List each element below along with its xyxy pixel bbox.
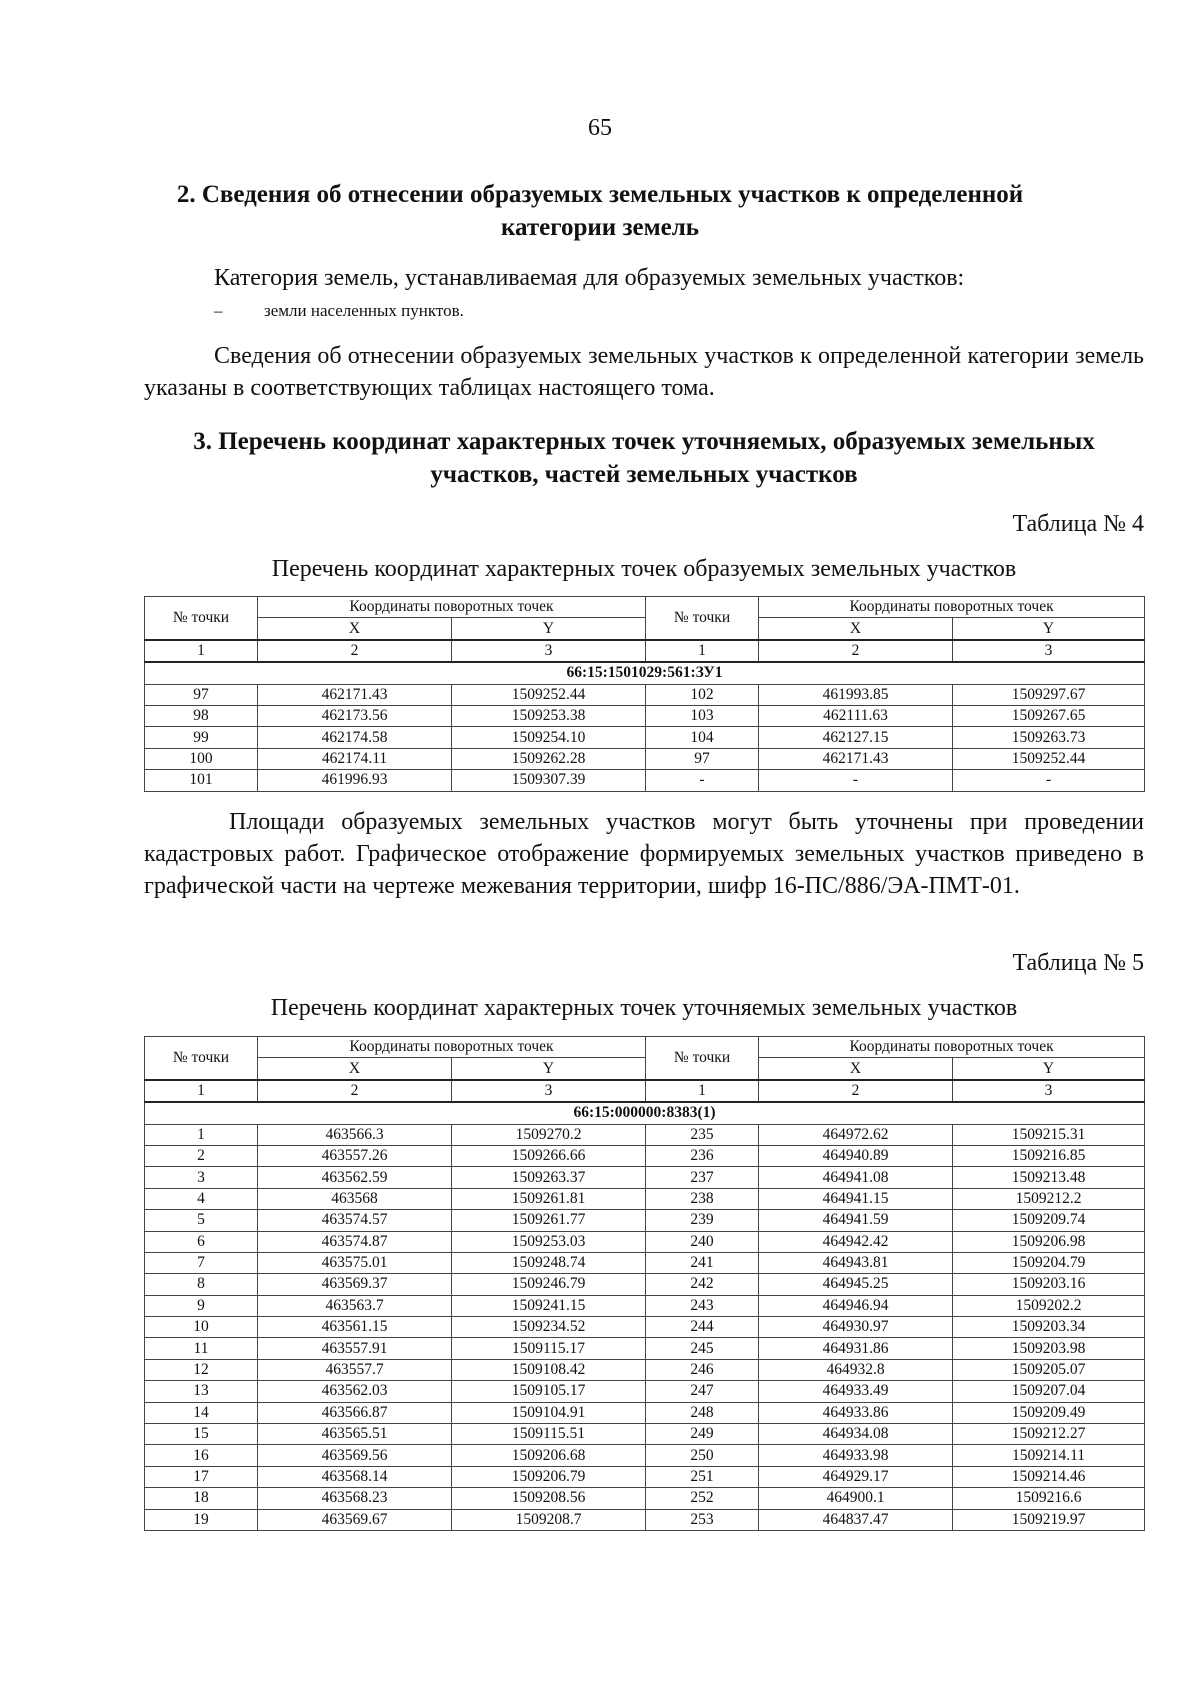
x-cell: 464945.25 — [759, 1274, 953, 1295]
point-no-cell: 242 — [646, 1274, 759, 1295]
y-cell: 1509212.2 — [953, 1188, 1145, 1209]
point-no-cell: 241 — [646, 1252, 759, 1273]
table-row — [145, 1488, 1145, 1509]
y-cell: 1509104.91 — [452, 1402, 646, 1423]
table-row — [145, 1402, 1145, 1423]
point-no-cell: 99 — [145, 727, 258, 748]
point-no-cell: 10 — [145, 1317, 258, 1338]
y-header: Y — [953, 618, 1145, 640]
x-header: X — [759, 1058, 953, 1080]
y-cell: 1509209.49 — [953, 1402, 1145, 1423]
table-row — [145, 727, 1145, 748]
y-cell: 1509241.15 — [452, 1295, 646, 1316]
table-5-label: Таблица № 5 — [1012, 950, 1144, 976]
x-cell: 463568 — [258, 1188, 452, 1209]
x-cell: 464972.62 — [759, 1124, 953, 1145]
point-no-cell: 101 — [145, 770, 258, 791]
y-cell: 1509252.44 — [953, 748, 1145, 769]
x-cell: 464929.17 — [759, 1466, 953, 1487]
point-no-cell: 253 — [646, 1509, 759, 1530]
section-3-heading: 3. Перечень координат характерных точек уточняемых, образуемых земельных участков, частей земельных участков — [193, 428, 1095, 488]
x-header: X — [258, 1058, 452, 1080]
x-cell: 463557.26 — [258, 1145, 452, 1166]
point-no-cell: 98 — [145, 705, 258, 726]
y-cell: 1509219.97 — [953, 1509, 1145, 1530]
column-number: 3 — [452, 640, 646, 662]
column-number: 2 — [258, 640, 452, 662]
y-cell: 1509263.73 — [953, 727, 1145, 748]
x-cell: 462171.43 — [258, 684, 452, 705]
point-no-cell: 240 — [646, 1231, 759, 1252]
y-cell: 1509203.16 — [953, 1274, 1145, 1295]
table-row — [145, 1231, 1145, 1252]
point-no-cell: 103 — [646, 705, 759, 726]
table-row — [145, 684, 1145, 705]
x-cell: 463568.23 — [258, 1488, 452, 1509]
x-cell: 464837.47 — [759, 1509, 953, 1530]
point-no-cell: 235 — [646, 1124, 759, 1145]
land-category-bullet — [214, 300, 464, 322]
y-cell: 1509214.46 — [953, 1466, 1145, 1487]
x-cell: 463563.7 — [258, 1295, 452, 1316]
point-no-cell: 100 — [145, 748, 258, 769]
point-no-cell: 239 — [646, 1210, 759, 1231]
x-cell: 464941.08 — [759, 1167, 953, 1188]
coords-group-header: Координаты поворотных точек — [258, 1037, 646, 1058]
y-header: Y — [452, 1058, 646, 1080]
x-cell: 463561.15 — [258, 1317, 452, 1338]
y-cell: 1509214.11 — [953, 1445, 1145, 1466]
table-row — [145, 1295, 1145, 1316]
point-no-cell: 238 — [646, 1188, 759, 1209]
x-cell: 462111.63 — [759, 705, 953, 726]
table-4-caption: Перечень координат характерных точек образуемых земельных участков — [271, 556, 1017, 582]
x-cell: 464934.08 — [759, 1424, 953, 1445]
table-row — [145, 1381, 1145, 1402]
y-cell: 1509263.37 — [452, 1167, 646, 1188]
column-number: 1 — [646, 640, 759, 662]
point-no-cell: 102 — [646, 684, 759, 705]
point-no-cell: 3 — [145, 1167, 258, 1188]
table-row — [145, 1338, 1145, 1359]
land-category-intro: Категория земель, устанавливаемая для образуемых земельных участков: — [214, 265, 965, 291]
x-cell: 462174.11 — [258, 748, 452, 769]
x-cell: 462171.43 — [759, 748, 953, 769]
y-cell: 1509105.17 — [452, 1381, 646, 1402]
column-number: 2 — [759, 640, 953, 662]
point-no-cell: 237 — [646, 1167, 759, 1188]
parcel-id-row: 66:15:000000:8383(1) — [145, 1102, 1145, 1124]
point-no-cell: 252 — [646, 1488, 759, 1509]
table-row — [145, 1424, 1145, 1445]
y-cell: 1509212.27 — [953, 1424, 1145, 1445]
point-no-cell: 9 — [145, 1295, 258, 1316]
y-cell: 1509215.31 — [953, 1124, 1145, 1145]
point-no-cell: 18 — [145, 1488, 258, 1509]
bullet-dash: – — [214, 301, 223, 320]
y-cell: 1509115.51 — [452, 1424, 646, 1445]
point-no-header: № точки — [646, 1037, 759, 1080]
table-row — [145, 1145, 1145, 1166]
x-cell: 464931.86 — [759, 1338, 953, 1359]
table-row — [145, 1317, 1145, 1338]
y-cell: 1509204.79 — [953, 1252, 1145, 1273]
x-cell: 463574.87 — [258, 1231, 452, 1252]
parcel-id-row: 66:15:1501029:561:ЗУ1 — [145, 662, 1145, 684]
y-cell: 1509205.07 — [953, 1359, 1145, 1380]
x-cell: 463575.01 — [258, 1252, 452, 1273]
y-cell: 1509216.85 — [953, 1145, 1145, 1166]
y-cell: 1509252.44 — [452, 684, 646, 705]
point-no-cell: 19 — [145, 1509, 258, 1530]
x-cell: 463562.59 — [258, 1167, 452, 1188]
column-number: 1 — [145, 1080, 258, 1102]
table-row — [145, 770, 1145, 791]
y-cell: 1509207.04 — [953, 1381, 1145, 1402]
y-cell: 1509202.2 — [953, 1295, 1145, 1316]
y-cell: 1509216.6 — [953, 1488, 1145, 1509]
coords-group-header: Координаты поворотных точек — [759, 597, 1145, 618]
table-row — [145, 705, 1145, 726]
x-cell: 464941.59 — [759, 1210, 953, 1231]
x-cell: 463557.7 — [258, 1359, 452, 1380]
land-category-value: земли населенных пунктов. — [264, 301, 464, 320]
column-number: 2 — [759, 1080, 953, 1102]
x-cell: 463569.67 — [258, 1509, 452, 1530]
y-cell: 1509297.67 — [953, 684, 1145, 705]
y-cell: 1509203.98 — [953, 1338, 1145, 1359]
x-cell: 464946.94 — [759, 1295, 953, 1316]
x-cell: 463565.51 — [258, 1424, 452, 1445]
table-5-caption: Перечень координат характерных точек уточняемых земельных участков — [270, 995, 1018, 1021]
y-header: Y — [953, 1058, 1145, 1080]
point-no-cell: - — [646, 770, 759, 791]
column-number: 3 — [452, 1080, 646, 1102]
column-number: 1 — [145, 640, 258, 662]
table-row — [145, 1274, 1145, 1295]
point-no-cell: 249 — [646, 1424, 759, 1445]
point-no-cell: 7 — [145, 1252, 258, 1273]
y-cell: 1509206.98 — [953, 1231, 1145, 1252]
point-no-cell: 104 — [646, 727, 759, 748]
y-cell: 1509253.03 — [452, 1231, 646, 1252]
x-cell: 464932.8 — [759, 1359, 953, 1380]
y-cell: 1509253.38 — [452, 705, 646, 726]
table-row — [145, 1210, 1145, 1231]
point-no-cell: 11 — [145, 1338, 258, 1359]
column-number: 3 — [953, 640, 1145, 662]
x-header: X — [258, 618, 452, 640]
y-cell: 1509206.68 — [452, 1445, 646, 1466]
point-no-cell: 12 — [145, 1359, 258, 1380]
table-row — [145, 1252, 1145, 1273]
point-no-cell: 243 — [646, 1295, 759, 1316]
x-cell: 462174.58 — [258, 727, 452, 748]
point-no-header: № точки — [145, 1037, 258, 1080]
coords-group-header: Координаты поворотных точек — [258, 597, 646, 618]
y-cell: 1509261.77 — [452, 1210, 646, 1231]
y-cell: 1509307.39 — [452, 770, 646, 791]
category-info-paragraph: Сведения об отнесении образуемых земельных участков к определенной категории земель указаны в соответствующих таблицах настоящего тома. — [144, 343, 1144, 401]
y-cell: 1509267.65 — [953, 705, 1145, 726]
point-no-cell: 8 — [145, 1274, 258, 1295]
y-cell: 1509270.2 — [452, 1124, 646, 1145]
point-no-cell: 245 — [646, 1338, 759, 1359]
y-cell: 1509266.66 — [452, 1145, 646, 1166]
y-cell: 1509246.79 — [452, 1274, 646, 1295]
y-cell: 1509203.34 — [953, 1317, 1145, 1338]
table-row — [145, 1188, 1145, 1209]
y-cell: 1509115.17 — [452, 1338, 646, 1359]
page-number: 65 — [588, 115, 612, 141]
y-cell: 1509262.28 — [452, 748, 646, 769]
x-cell: 462127.15 — [759, 727, 953, 748]
table-row — [145, 748, 1145, 769]
x-cell: 463566.3 — [258, 1124, 452, 1145]
x-cell: 464933.49 — [759, 1381, 953, 1402]
x-cell: 462173.56 — [258, 705, 452, 726]
point-no-cell: 16 — [145, 1445, 258, 1466]
x-header: X — [759, 618, 953, 640]
point-no-cell: 14 — [145, 1402, 258, 1423]
point-no-cell: 6 — [145, 1231, 258, 1252]
table-row — [145, 1167, 1145, 1188]
table-4-label: Таблица № 4 — [1012, 511, 1144, 537]
y-cell: 1509254.10 — [452, 727, 646, 748]
section-2-heading: 2. Сведения об отнесении образуемых земельных участков к определенной категории земель — [176, 181, 1024, 241]
x-cell: 464933.98 — [759, 1445, 953, 1466]
point-no-cell: 244 — [646, 1317, 759, 1338]
y-cell: 1509108.42 — [452, 1359, 646, 1380]
x-cell: 463569.56 — [258, 1445, 452, 1466]
point-no-cell: 2 — [145, 1145, 258, 1166]
column-number: 1 — [646, 1080, 759, 1102]
x-cell: 463566.87 — [258, 1402, 452, 1423]
table-row — [145, 1509, 1145, 1530]
y-cell: 1509213.48 — [953, 1167, 1145, 1188]
y-cell: 1509209.74 — [953, 1210, 1145, 1231]
point-no-cell: 17 — [145, 1466, 258, 1487]
y-cell: 1509248.74 — [452, 1252, 646, 1273]
point-no-cell: 236 — [646, 1145, 759, 1166]
y-cell: 1509208.7 — [452, 1509, 646, 1530]
x-cell: 464900.1 — [759, 1488, 953, 1509]
x-cell: 464940.89 — [759, 1145, 953, 1166]
table-4 — [144, 596, 1145, 792]
area-note-paragraph: Площади образуемых земельных участков могут быть уточнены при проведении кадастровых работ. Графическое отображение формируемых земельных участков приведено в графической части на чертеже межевания территории, шифр 16-ПС/886/ЭА-ПМТ-01. — [144, 809, 1144, 899]
x-cell: 464933.86 — [759, 1402, 953, 1423]
x-cell: 463574.57 — [258, 1210, 452, 1231]
x-cell: 463557.91 — [258, 1338, 452, 1359]
y-header: Y — [452, 618, 646, 640]
x-cell: - — [759, 770, 953, 791]
point-no-cell: 97 — [646, 748, 759, 769]
point-no-cell: 250 — [646, 1445, 759, 1466]
table-row — [145, 1445, 1145, 1466]
y-cell: 1509208.56 — [452, 1488, 646, 1509]
table-row — [145, 1466, 1145, 1487]
table-row — [145, 1124, 1145, 1145]
column-number-row — [145, 1080, 1145, 1102]
table-5 — [144, 1036, 1145, 1531]
point-no-cell: 251 — [646, 1466, 759, 1487]
point-no-cell: 248 — [646, 1402, 759, 1423]
y-cell: - — [953, 770, 1145, 791]
point-no-cell: 4 — [145, 1188, 258, 1209]
x-cell: 461996.93 — [258, 770, 452, 791]
y-cell: 1509234.52 — [452, 1317, 646, 1338]
x-cell: 464943.81 — [759, 1252, 953, 1273]
column-number: 3 — [953, 1080, 1145, 1102]
point-no-header: № точки — [646, 597, 759, 640]
y-cell: 1509261.81 — [452, 1188, 646, 1209]
point-no-header: № точки — [145, 597, 258, 640]
x-cell: 463568.14 — [258, 1466, 452, 1487]
point-no-cell: 5 — [145, 1210, 258, 1231]
x-cell: 464930.97 — [759, 1317, 953, 1338]
table-row — [145, 1359, 1145, 1380]
point-no-cell: 15 — [145, 1424, 258, 1445]
x-cell: 463569.37 — [258, 1274, 452, 1295]
column-number-row — [145, 640, 1145, 662]
point-no-cell: 13 — [145, 1381, 258, 1402]
x-cell: 464942.42 — [759, 1231, 953, 1252]
x-cell: 461993.85 — [759, 684, 953, 705]
point-no-cell: 1 — [145, 1124, 258, 1145]
point-no-cell: 97 — [145, 684, 258, 705]
x-cell: 463562.03 — [258, 1381, 452, 1402]
point-no-cell: 247 — [646, 1381, 759, 1402]
coords-group-header: Координаты поворотных точек — [759, 1037, 1145, 1058]
x-cell: 464941.15 — [759, 1188, 953, 1209]
y-cell: 1509206.79 — [452, 1466, 646, 1487]
column-number: 2 — [258, 1080, 452, 1102]
point-no-cell: 246 — [646, 1359, 759, 1380]
